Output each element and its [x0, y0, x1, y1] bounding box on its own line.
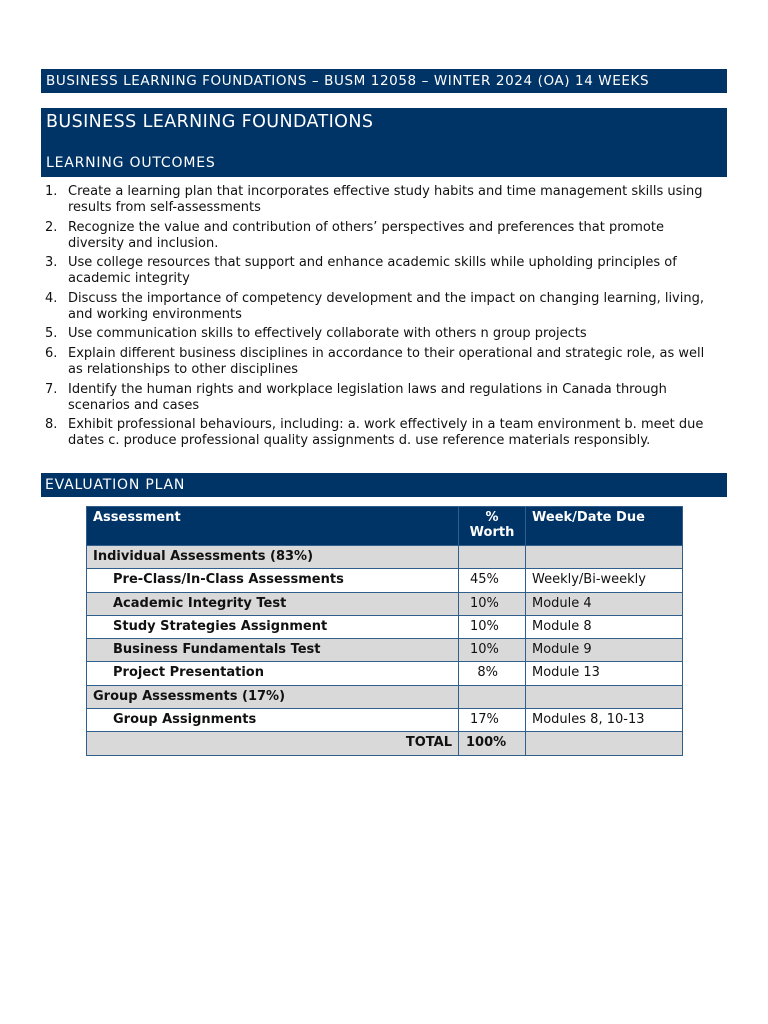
assessment-due: Module 13: [526, 662, 683, 685]
empty-cell: [459, 685, 526, 708]
column-header-assessment: Assessment: [87, 507, 459, 546]
assessment-worth: 8%: [459, 662, 526, 685]
list-item-number: 3.: [45, 255, 58, 271]
assessment-due: Modules 8, 10-13: [526, 709, 683, 732]
assessment-due: Module 9: [526, 639, 683, 662]
assessment-name: Pre-Class/In-Class Assessments: [87, 569, 459, 592]
assessment-worth: 10%: [459, 639, 526, 662]
assessment-name: Study Strategies Assignment: [87, 615, 459, 638]
table-row: [87, 569, 683, 592]
group-label: Group Assessments (17%): [87, 685, 459, 708]
list-item-number: 6.: [45, 345, 58, 361]
main-header: [41, 108, 727, 177]
list-item-number: 5.: [45, 326, 58, 342]
list-item-text: Use college resources that support and enhance academic skills while upholding principles of academic integrity: [68, 255, 677, 287]
table-row: [87, 662, 683, 685]
list-item-text: Discuss the importance of competency development and the impact on changing learning, living, and working environments: [68, 290, 704, 322]
list-item-text: Explain different business disciplines in accordance to their operational and strategic role, as well as relationships to other disciplines: [68, 345, 705, 377]
assessment-worth: 10%: [459, 615, 526, 638]
assessment-worth: 17%: [459, 709, 526, 732]
list-item: [41, 291, 727, 323]
table-header-row: [87, 507, 683, 546]
empty-cell: [526, 685, 683, 708]
assessment-name: Academic Integrity Test: [87, 592, 459, 615]
list-item: [41, 382, 727, 414]
list-item: [41, 184, 727, 216]
learning-outcomes-list: [41, 184, 727, 453]
empty-cell: [526, 546, 683, 569]
list-item-text: Identify the human rights and workplace legislation laws and regulations in Canada through scenarios and cases: [68, 381, 667, 413]
table-row: [87, 615, 683, 638]
column-header-worth: % Worth: [459, 507, 526, 546]
learning-outcomes-heading: LEARNING OUTCOMES: [46, 155, 216, 171]
list-item-text: Create a learning plan that incorporates effective study habits and time management skills using results from self-assessments: [68, 184, 703, 215]
evaluation-table: [86, 506, 683, 756]
list-item: [41, 220, 727, 252]
list-item-number: 8.: [45, 417, 58, 433]
total-worth: 100%: [459, 732, 526, 755]
course-banner: BUSINESS LEARNING FOUNDATIONS – BUSM 12058 – WINTER 2024 (OA) 14 WEEKS: [41, 69, 727, 93]
list-item: [41, 417, 727, 449]
assessment-due: Weekly/Bi-weekly: [526, 569, 683, 592]
list-item-number: 4.: [45, 290, 58, 306]
list-item: [41, 346, 727, 378]
assessment-due: Module 8: [526, 615, 683, 638]
assessment-name: Project Presentation: [87, 662, 459, 685]
list-item-number: 1.: [45, 184, 58, 199]
table-row-total: [87, 732, 683, 755]
table-row: [87, 709, 683, 732]
list-item-text: Exhibit professional behaviours, including: a. work effectively in a team environment b. meet due dates c. produce professional quality assignments d. use reference materials responsibly.: [68, 417, 704, 449]
assessment-due: Module 4: [526, 592, 683, 615]
list-item-number: 2.: [45, 219, 58, 235]
assessment-name: Group Assignments: [87, 709, 459, 732]
table-row: [87, 639, 683, 662]
list-item-text: Use communication skills to effectively collaborate with others n group projects: [68, 326, 587, 342]
evaluation-plan-heading: EVALUATION PLAN: [41, 473, 727, 497]
assessment-worth: 10%: [459, 592, 526, 615]
group-label: Individual Assessments (83%): [87, 546, 459, 569]
page-title: BUSINESS LEARNING FOUNDATIONS: [46, 112, 374, 132]
list-item-text: Recognize the value and contribution of others’ perspectives and preferences that promote diversity and inclusion.: [68, 219, 664, 251]
total-label: TOTAL: [87, 732, 459, 755]
empty-cell: [526, 732, 683, 755]
assessment-worth: 45%: [459, 569, 526, 592]
column-header-due: Week/Date Due: [526, 507, 683, 546]
table-row: [87, 592, 683, 615]
assessment-name: Business Fundamentals Test: [87, 639, 459, 662]
table-row: [87, 546, 683, 569]
list-item-number: 7.: [45, 381, 58, 397]
table-row: [87, 685, 683, 708]
list-item: [41, 255, 727, 287]
empty-cell: [459, 546, 526, 569]
list-item: [41, 326, 727, 342]
